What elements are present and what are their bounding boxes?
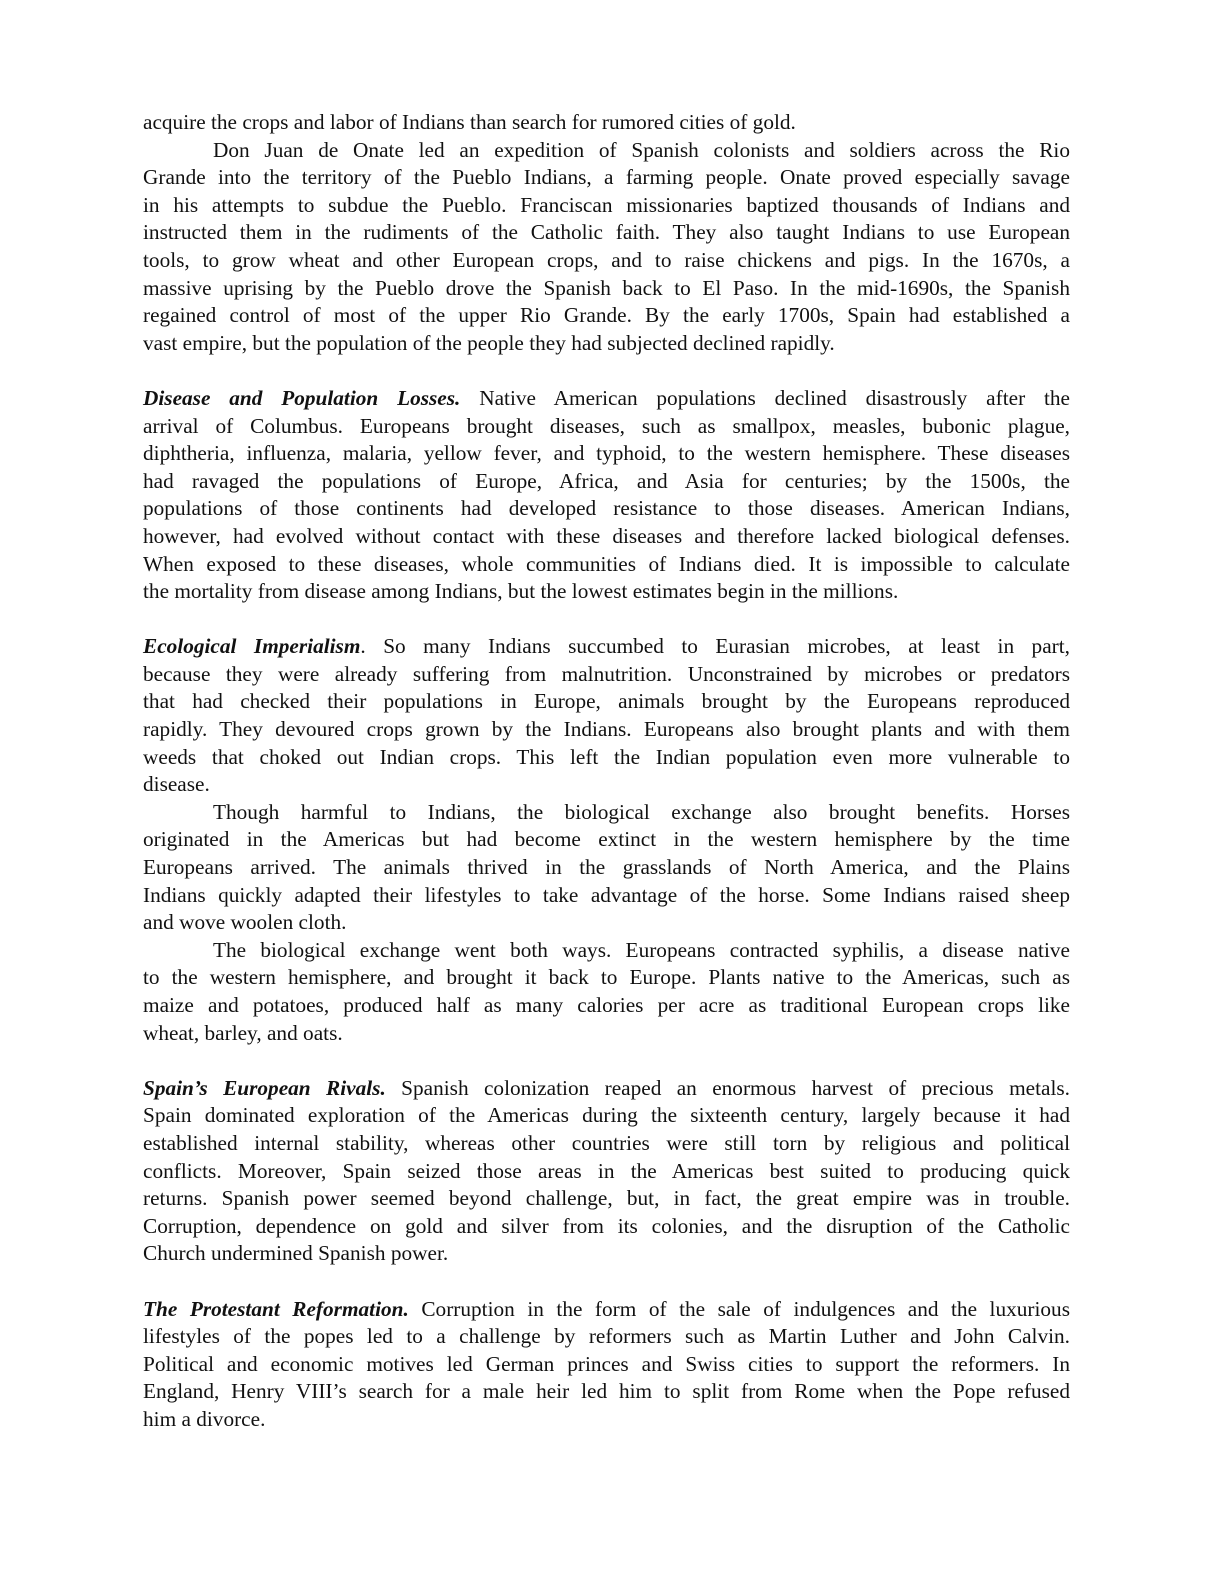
- text-line: the mortality from disease among Indians, but the lowest estimates begin in the millions.: [143, 579, 899, 604]
- text-line: and wove woolen cloth.: [143, 910, 347, 935]
- text-line: diphtheria, influenza, malaria, yellow fever, and typhoid, to the western hemisphere. These diseases: [143, 441, 1070, 466]
- text-run: Corruption in the form of the sale of indulgences and the luxurious: [408, 1296, 1070, 1321]
- paragraph-onate: [143, 137, 1070, 358]
- text-line: [143, 1296, 1070, 1324]
- text-line: had ravaged the populations of Europe, Africa, and Asia for centuries; by the 1500s, the: [143, 468, 1070, 493]
- section-heading: Ecological Imperialism: [143, 634, 361, 659]
- text-line: because they were already suffering from malnutrition. Unconstrained by microbes or predators: [143, 661, 1070, 686]
- paragraph-exchange-both-ways: [143, 937, 1070, 1047]
- text-line: arrival of Columbus. Europeans brought diseases, such as smallpox, measles, bubonic plague,: [143, 413, 1070, 438]
- text-line: The biological exchange went both ways. Europeans contracted syphilis, a disease native: [213, 937, 1070, 962]
- section-heading: The Protestant Reformation.: [143, 1296, 409, 1321]
- text-line: in his attempts to subdue the Pueblo. Franciscan missionaries baptized thousands of Indians and: [143, 192, 1070, 217]
- paragraph-spacer: [143, 1047, 1070, 1075]
- text-line: When exposed to these diseases, whole communities of Indians died. It is impossible to calculate: [143, 551, 1070, 576]
- text-line: Corruption, dependence on gold and silver from its colonies, and the disruption of the Catholic: [143, 1213, 1070, 1238]
- text-line: that had checked their populations in Europe, animals brought by the Europeans reproduced: [143, 689, 1070, 714]
- text-line: massive uprising by the Pueblo drove the Spanish back to El Paso. In the mid-1690s, the Spanish: [143, 275, 1070, 300]
- text-run: Native American populations declined disastrously after the: [460, 385, 1070, 410]
- text-line: originated in the Americas but had become extinct in the western hemisphere by the time: [143, 827, 1070, 852]
- paragraph-continuation: [143, 109, 1070, 137]
- paragraph-biological-benefits: [143, 799, 1070, 937]
- section-heading: Disease and Population Losses.: [143, 385, 461, 410]
- text-line: weeds that choked out Indian crops. This left the Indian population even more vulnerable to: [143, 744, 1070, 769]
- text-run: . So many Indians succumbed to Eurasian microbes, at least in part,: [360, 634, 1070, 659]
- text-run: Spanish colonization reaped an enormous harvest of precious metals.: [385, 1075, 1070, 1100]
- section-protestant-reformation: [143, 1296, 1070, 1434]
- text-line: however, had evolved without contact with these diseases and therefore lacked biological defenses.: [143, 523, 1070, 548]
- text-line: returns. Spanish power seemed beyond challenge, but, in fact, the great empire was in trouble.: [143, 1186, 1070, 1211]
- paragraph-spacer: [143, 357, 1070, 385]
- section-ecological-imperialism: [143, 633, 1070, 799]
- text-line: to the western hemisphere, and brought it back to Europe. Plants native to the Americas, such as: [143, 965, 1070, 990]
- document-page: [143, 109, 1070, 1434]
- text-line: Grande into the territory of the Pueblo Indians, a farming people. Onate proved especially savage: [143, 165, 1070, 190]
- text-line: him a divorce.: [143, 1406, 266, 1431]
- text-line: Indians quickly adapted their lifestyles to take advantage of the horse. Some Indians raised sheep: [143, 882, 1070, 907]
- paragraph-spacer: [143, 606, 1070, 634]
- text-line: Church undermined Spanish power.: [143, 1241, 449, 1266]
- section-disease-population-losses: [143, 385, 1070, 606]
- text-line: acquire the crops and labor of Indians than search for rumored cities of gold.: [143, 110, 796, 134]
- text-line: maize and potatoes, produced half as many calories per acre as traditional European crops like: [143, 993, 1070, 1017]
- text-line: lifestyles of the popes led to a challenge by reformers such as Martin Luther and John Calvin.: [143, 1324, 1070, 1349]
- text-line: Europeans arrived. The animals thrived in the grasslands of North America, and the Plains: [143, 855, 1070, 880]
- text-line: Don Juan de Onate led an expedition of Spanish colonists and soldiers across the Rio: [213, 137, 1070, 162]
- text-line: Political and economic motives led German princes and Swiss cities to support the reformers. In: [143, 1351, 1070, 1376]
- text-line: established internal stability, whereas other countries were still torn by religious and political: [143, 1130, 1070, 1155]
- text-line: conflicts. Moreover, Spain seized those areas in the Americas best suited to producing quick: [143, 1158, 1070, 1183]
- text-line: tools, to grow wheat and other European crops, and to raise chickens and pigs. In the 1670s, a: [143, 247, 1070, 272]
- text-line: regained control of most of the upper Rio Grande. By the early 1700s, Spain had established a: [143, 303, 1070, 328]
- text-line: vast empire, but the population of the people they had subjected declined rapidly.: [143, 330, 835, 355]
- text-line: Though harmful to Indians, the biological exchange also brought benefits. Horses: [213, 799, 1070, 824]
- section-spains-european-rivals: [143, 1075, 1070, 1268]
- text-line: instructed them in the rudiments of the Catholic faith. They also taught Indians to use European: [143, 220, 1070, 245]
- text-line: rapidly. They devoured crops grown by the Indians. Europeans also brought plants and with them: [143, 717, 1070, 742]
- text-line: populations of those continents had developed resistance to those diseases. American Indians,: [143, 496, 1070, 521]
- text-line: [143, 385, 1070, 413]
- text-line: [143, 1075, 1070, 1103]
- text-line: Spain dominated exploration of the Americas during the sixteenth century, largely because it had: [143, 1103, 1070, 1128]
- paragraph-spacer: [143, 1268, 1070, 1296]
- text-line: disease.: [143, 772, 210, 797]
- text-line: wheat, barley, and oats.: [143, 1020, 343, 1045]
- section-heading: Spain’s European Rivals.: [143, 1075, 386, 1100]
- text-line: [143, 633, 1070, 661]
- text-line: England, Henry VIII’s search for a male heir led him to split from Rome when the Pope refused: [143, 1379, 1070, 1404]
